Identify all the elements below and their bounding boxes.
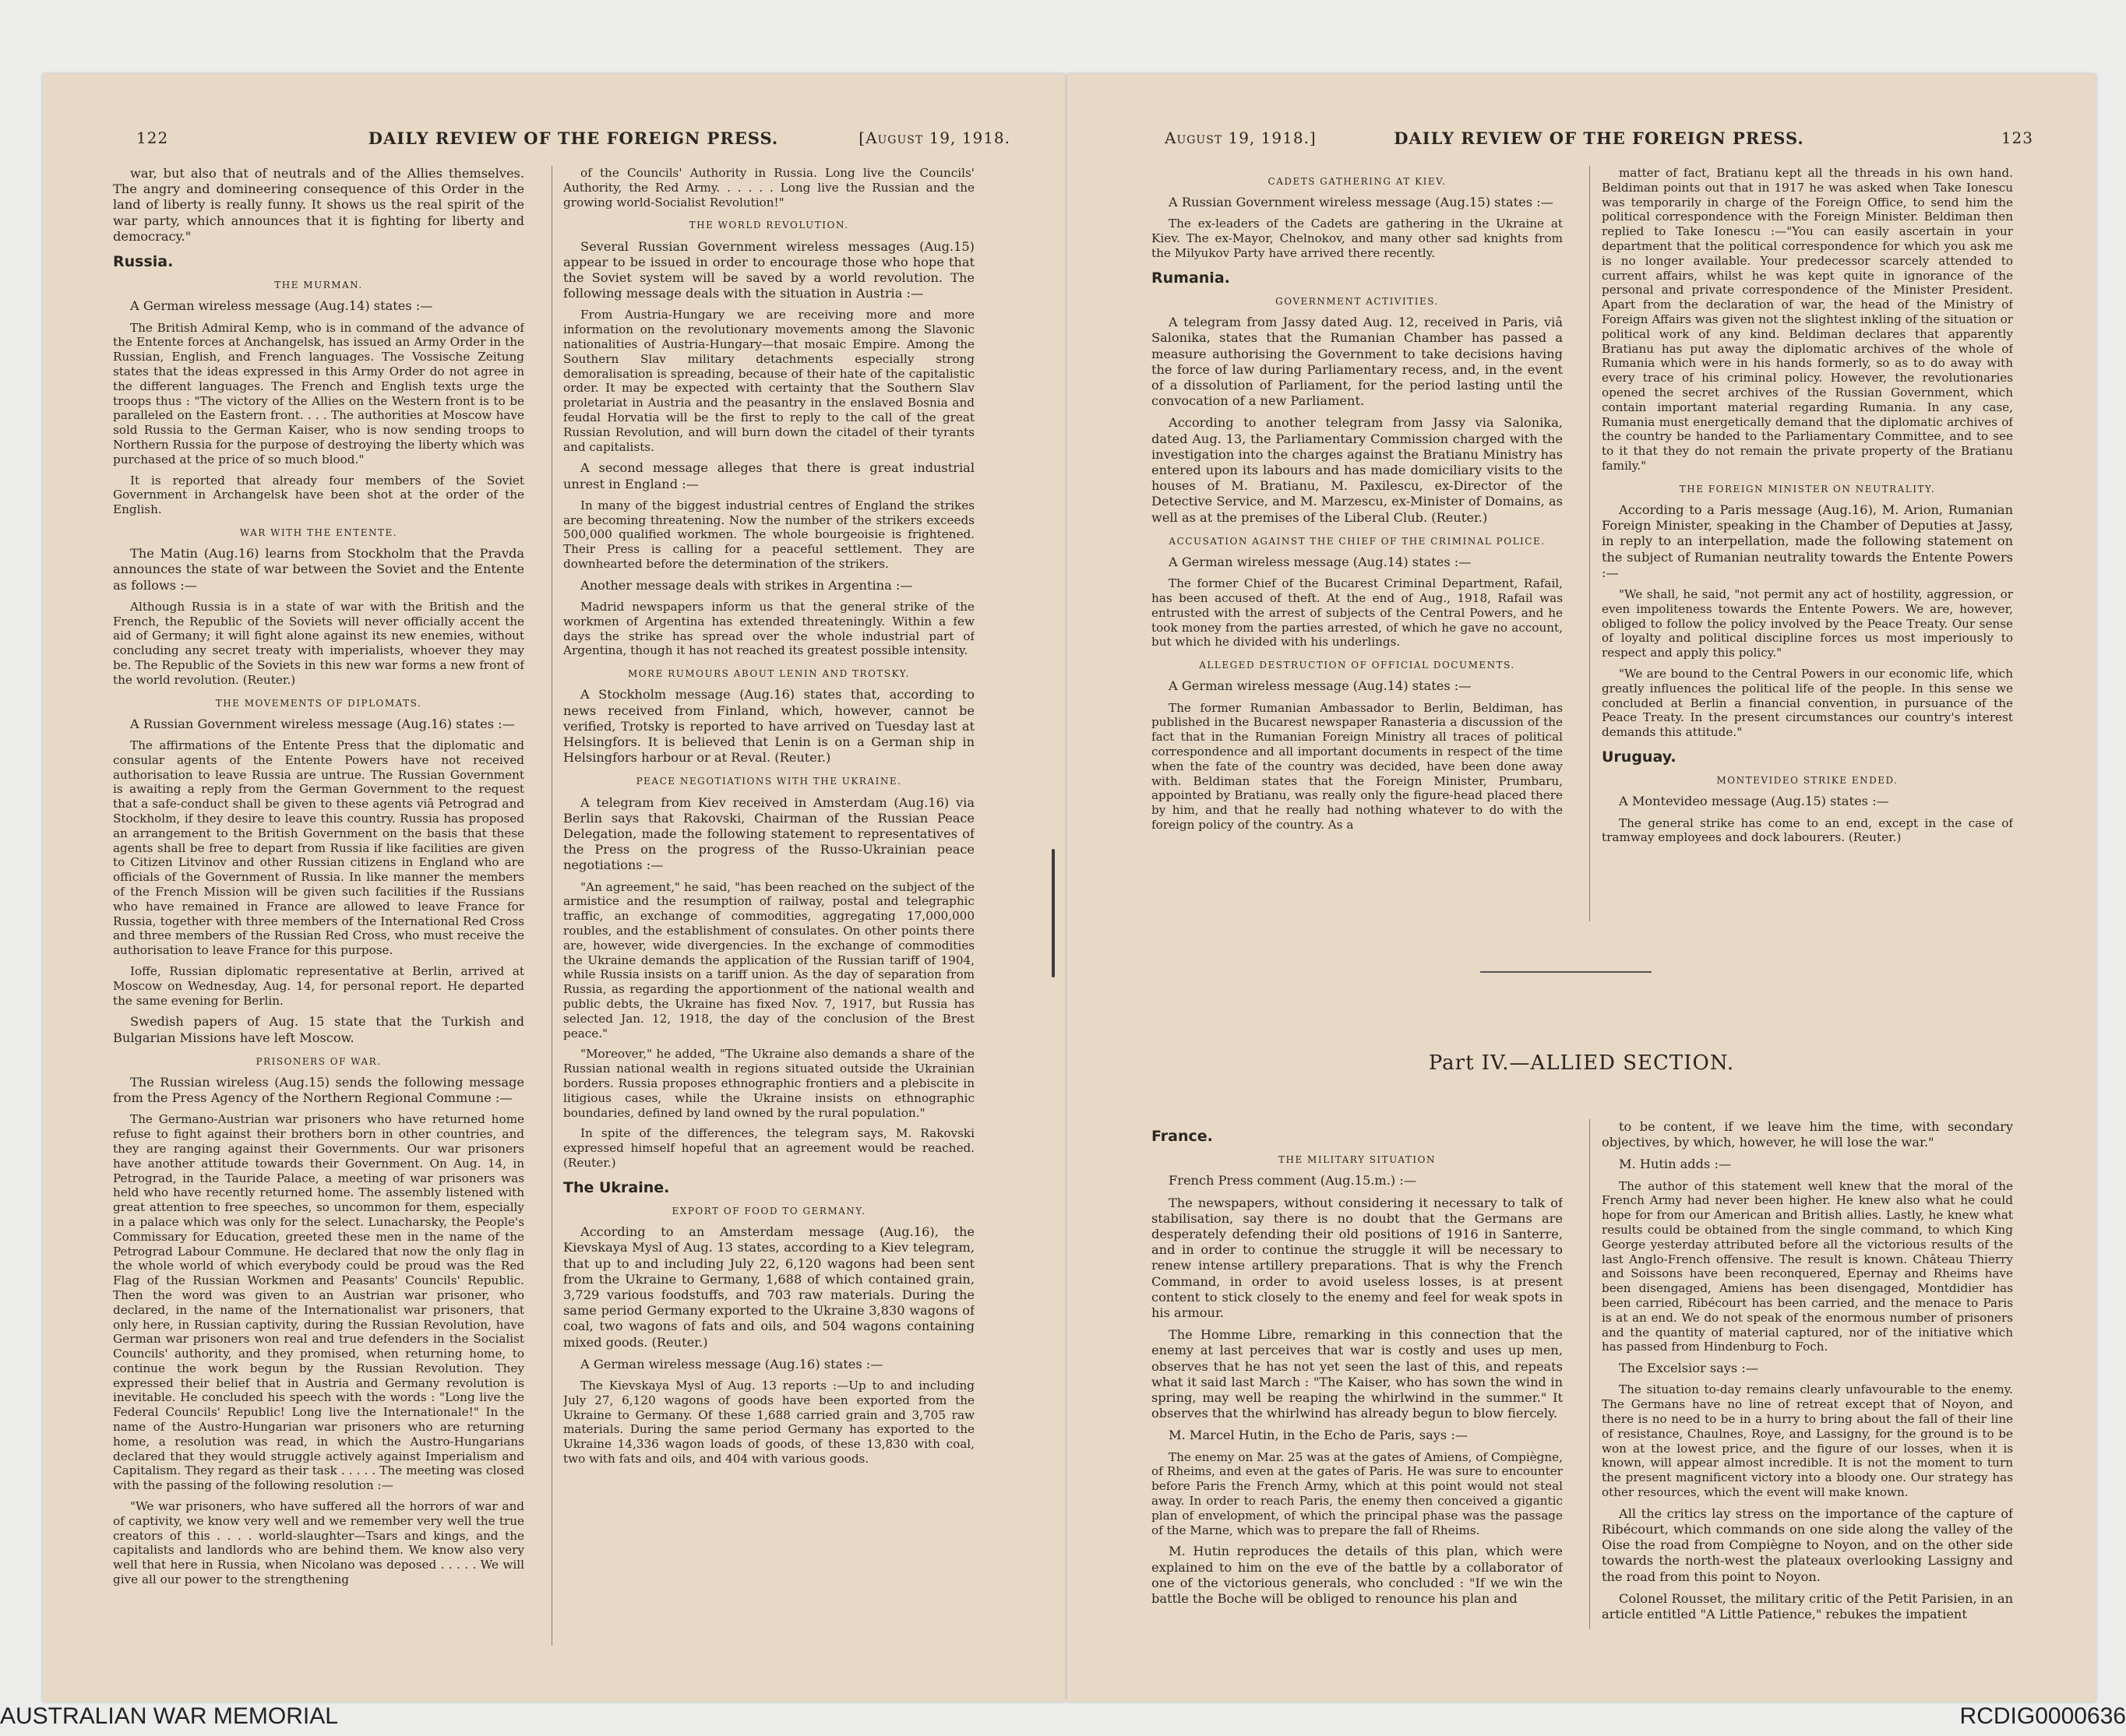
right-page-number: 123 bbox=[2001, 129, 2033, 147]
paragraph: French Press comment (Aug.15.m.) :— bbox=[1169, 1173, 1417, 1188]
article-heading: MONTEVIDEO STRIKE ENDED. bbox=[1716, 775, 1899, 787]
column-rule bbox=[1589, 166, 1590, 921]
paragraph: It is reported that already four members of the Soviet Government in Archangelsk have been shot at the order of the English. bbox=[113, 473, 524, 517]
section-heading: Russia. bbox=[113, 253, 174, 271]
paragraph: of the Councils' Authority in Russia. Long live the Councils' Authority, the Red Army. . . . . . Long live the Russian and the growing world-Socialist Revolution!" bbox=[563, 166, 975, 210]
paragraph: The Matin (Aug.16) learns from Stockholm that the Pravda announces the state of war between the Soviet and the Entente as follows :— bbox=[113, 546, 524, 593]
paragraph: According to a Paris message (Aug.16), M. Arion, Rumanian Foreign Minister, speaking in the Chamber of Deputies at Jassy, in reply to an interpellation, made the following statement on the subject of Rumanian neutrality towards the Entente Powers :— bbox=[1602, 502, 2013, 580]
paragraph: The general strike has come to an end, except in the case of tramway employees and dock labourers. (Reuter.) bbox=[1602, 815, 2013, 845]
paragraph: "We shall, he said, "not permit any act of hostility, aggression, or even impoliteness towards the Entente Powers. We are, however, obliged to follow the policy involved by the Peace Treaty. Our sense of loyalty and political discipline forces us most imperiously to respect and apply this policy." bbox=[1602, 586, 2013, 660]
article-heading: THE MILITARY SITUATION bbox=[1278, 1154, 1436, 1166]
article-heading: THE MOVEMENTS OF DIPLOMATS. bbox=[215, 697, 422, 709]
paragraph: "We are bound to the Central Powers in our economic life, which greatly influences the political life of the people. In this sense we concluded at Berlin a financial convention, in pursuance of the Peace Treaty. In the present circumstances our country's interest demands this attitude." bbox=[1602, 666, 2013, 740]
article-heading: THE WORLD REVOLUTION. bbox=[689, 220, 849, 231]
section-divider bbox=[1480, 971, 1652, 973]
section-heading: Uruguay. bbox=[1602, 748, 1676, 766]
paragraph: A German wireless message (Aug.16) states :— bbox=[580, 1356, 883, 1372]
footer-right: RCDIG0000636 bbox=[1959, 1703, 2126, 1729]
section-title: Part IV.—ALLIED SECTION. bbox=[1428, 1051, 1735, 1075]
paragraph: Ioffe, Russian diplomatic representative at Berlin, arrived at Moscow on Wednesday, Aug. 14, for personal report. He departed the same evening for Berlin. bbox=[113, 963, 524, 1008]
article-heading: THE MURMAN. bbox=[274, 280, 363, 291]
paragraph: A Stockholm message (Aug.16) states that, according to news received from Finland, which, however, cannot be verified, Trotsky is reported to have arrived on Tuesday last at Helsingfors. It is believed that Lenin is on a German ship in Helsingfors harbour or at Reval. (Reuter.) bbox=[563, 687, 975, 766]
article-heading: ALLEGED DESTRUCTION OF OFFICIAL DOCUMENTS. bbox=[1199, 660, 1515, 671]
paragraph: A German wireless message (Aug.14) states :— bbox=[1169, 555, 1472, 570]
section-heading: The Ukraine. bbox=[563, 1178, 670, 1196]
article-heading: WAR WITH THE ENTENTE. bbox=[239, 526, 398, 538]
paragraph: The Russian wireless (Aug.15) sends the following message from the Press Agency of the Northern Regional Commune :— bbox=[113, 1074, 524, 1106]
paragraph: According to another telegram from Jassy via Salonika, dated Aug. 13, the Parliamentary Commission charged with the investigation into the charges against the Bratianu Ministry has entered upon its labours and has made domiciliary visits to the houses of M. Bratianu, M. Paxilescu, ex-Director of the Detective Service, and M. Marzescu, ex-Minister of Domains, as well as at the premises of the Liberal Club. (Reuter.) bbox=[1151, 415, 1563, 525]
paragraph: Another message deals with strikes in Argentina :— bbox=[580, 577, 913, 593]
left-running-date: [August 19, 1918. bbox=[859, 129, 1010, 147]
article-heading: THE FOREIGN MINISTER ON NEUTRALITY. bbox=[1679, 483, 1936, 495]
article-heading: ACCUSATION AGAINST THE CHIEF OF THE CRIMINAL POLICE. bbox=[1169, 535, 1546, 547]
right-running-title: DAILY REVIEW OF THE FOREIGN PRESS. bbox=[1394, 129, 1804, 148]
left-page-number: 122 bbox=[136, 129, 169, 147]
paragraph: A telegram from Jassy dated Aug. 12, received in Paris, viâ Salonika, states that the Rumanian Chamber has passed a measure authorising the Government to take decisions having the force of law during Parliamentary recess, and, in the event of a dissolution of Parliament, for the period lasting until the convocation of a new Parliament. bbox=[1151, 315, 1563, 409]
paragraph: The Excelsior says :— bbox=[1619, 1361, 1759, 1376]
left-column-1 bbox=[113, 166, 524, 1673]
right-running-head bbox=[1165, 129, 2033, 160]
paragraph: The affirmations of the Entente Press that the diplomatic and consular agents of the Entente Powers have not received authorisation to leave Russia are untrue. The Russian Government is awaiting a reply from the German Government to the request that a safe-conduct shall be given to these agents viâ Petrograd and Stockholm, if they desire to leave this country. Russia has proposed an arrangement to the British Government on the basis that these agents shall be free to depart from Russia if like facilities are given to Citizen Litvinov and other Russian citizens in England who are officials of the Government of Russia. In like manner the members of the French Mission will be given such facilities if the Russians who have remained in France are allowed to leave France for Russia, together with three members of the International Red Cross and three members of the Russian Red Cross, who must receive the authorisation to leave France for this purpose. bbox=[113, 738, 524, 958]
left-column-2 bbox=[563, 166, 975, 1673]
article-heading: MORE RUMOURS ABOUT LENIN AND TROTSKY. bbox=[628, 668, 910, 680]
paragraph: The newspapers, without considering it necessary to talk of stabilisation, say there is no doubt that the Germans are desperately defending their old positions of 1916 in Santerre, and in order to continue the struggle it will be necessary to renew intense artillery preparations. That is why the French Command, in order to avoid useless losses, is at present content to stick closely to the enemy and feel for weak spots in his armour. bbox=[1151, 1195, 1563, 1321]
paragraph: M. Hutin reproduces the details of this plan, which were explained to him on the eve of the battle by a collaborator of one of the victorious generals, who concluded : "If we win the battle the Boche will be obliged to renounce his plan and bbox=[1151, 1544, 1563, 1607]
paragraph: Although Russia is in a state of war with the British and the French, the Republic of the Soviets will never officially accent the aid of Germany; it will fight alone against its new enemies, without concluding any secret treaty with imperialists, whoever they may be. The Republic of the Soviets in this new war forms a new front of the world revolution. (Reuter.) bbox=[113, 599, 524, 687]
paragraph: A German wireless message (Aug.14) states :— bbox=[130, 298, 433, 314]
right-column-1 bbox=[1151, 166, 1563, 945]
article-heading: EXPORT OF FOOD TO GERMANY. bbox=[672, 1205, 866, 1217]
left-running-head bbox=[136, 129, 1010, 160]
paragraph: A telegram from Kiev received in Amsterdam (Aug.16) via Berlin says that Rakovski, Chairman of the Russian Peace Delegation, made the following statement to representatives of the Press on the progress of the Russo-Ukrainian peace negotiations :— bbox=[563, 794, 975, 873]
paragraph: A Montevideo message (Aug.15) states :— bbox=[1619, 794, 1889, 809]
right-column-2 bbox=[1602, 166, 2013, 945]
paragraph: Madrid newspapers inform us that the general strike of the workmen of Argentina has extended threateningly. Within a few days the strike has spread over the whole industrial part of Argentina, though it has not reached its greatest possible intensity. bbox=[563, 599, 975, 658]
paragraph: A Russian Government wireless message (Aug.16) states :— bbox=[130, 716, 515, 731]
paragraph: "An agreement," he said, "has been reached on the subject of the armistice and the resumption of railway, postal and telegraphic traffic, an exchange of commodities, aggregating 17,000,000 roubles, and the establishment of consulates. On other points there are, however, wide divergencies. In the exchange of commodities the Ukraine demands the application of the Russian tariff of 1904, while Russia insists on a tariff union. As the day of separation from Russia, as regarding the apportionment of the national wealth and public debts, the Ukraine has fixed Nov. 7, 1917, but Russia has selected Jan. 12, 1918, the day of the conclusion of the Brest peace." bbox=[563, 879, 975, 1041]
right-column-4 bbox=[1602, 1119, 2013, 1633]
paragraph: to be content, if we leave him the time, with secondary objectives, by which, however, he will lose the war." bbox=[1602, 1119, 2013, 1150]
right-column-3 bbox=[1151, 1119, 1563, 1633]
staple bbox=[1052, 849, 1055, 977]
paragraph: The author of this statement well knew that the moral of the French Army had never been higher. He knew also what he could hope for from our American and British allies. Lastly, he knew what results could be obtained from the single command, to which King George yesterday attributed before all the victorious results of the last Anglo-French offensive. The result is known. Château Thierry and Soissons have been reconquered, Epernay and Rheims have been disengaged, Amiens has been disengaged, Montdidier has been carried, Ribécourt has been carried, and the menace to Paris is at an end. We do not speak of the enormous number of prisoners and the quantity of material captured, nor of the initiative which has passed from Hindenburg to Foch. bbox=[1602, 1178, 2013, 1354]
paragraph: The former Rumanian Ambassador to Berlin, Beldiman, has published in the Bucarest newspaper Ranasteria a discussion of the fact that in the Rumanian Foreign Ministry all traces of political correspondence and all important documents in respect of the time when the fate of the country was decided, have been done away with. Beldiman states that the Foreign Minister, Prumbaru, appointed by Bratianu, was really only the figure-head placed there by him, and that he really had nothing whatever to do with the foreign policy of the country. As a bbox=[1151, 700, 1563, 833]
paragraph: war, but also that of neutrals and of the Allies themselves. The angry and domineering consequence of this Order in the land of liberty is really funny. It shows us the real spirit of the war party, which announces that it is fighting for liberty and democracy." bbox=[113, 166, 524, 244]
article-heading: PRISONERS OF WAR. bbox=[256, 1055, 382, 1067]
section-heading: Rumania. bbox=[1151, 269, 1230, 287]
paragraph: The Germano-Austrian war prisoners who have returned home refuse to fight against their brothers born in other countries, and they are ranging against their Governments. Our war prisoners have another attitude towards their Government. On Aug. 14, in Petrograd, in the Tauride Palace, a meeting of war prisoners was held who have recently returned home. The assembly listened with great attention to free speeches, so uncommon for them, especially in a palace which was only for the select. Lunacharsky, the People's Commissary for Education, greeted these men in the name of the Petrograd Labour Commune. He declared that now the only flag in the whole world of which everybody could be proud was the Red Flag of the Russian Workmen and Peasants' Councils' Republic. Then the word was given to an Austrian war prisoner, who declared, in the name of the Internationalist war prisoners, that only here, in Russian captivity, during the Russian Revolution, have German war prisoners won real and true defenders in the Socialist Councils' authority, and they promised, when returning home, to continue the work begun by the Russian Revolution. They expressed their belief that in Austria and Germany revolution is inevitable. He concluded his speech with the words : "Long live the Federal Councils' Republic! Long live the Internationale!" In the name of the Austro-Hungarian war prisoners who are returning home, a resolution was read, in which the Austro-Hungarians declared that they would struggle actively against Imperialism and Capitalism. They regard as their task . . . . . The meeting was closed with the passing of the following resolution :— bbox=[113, 1112, 524, 1493]
paragraph: In many of the biggest industrial centres of England the strikes are becoming threatening. Now the number of the strikers exceeds 500,000 qualified workmen. The whole bourgeoisie is frightened. Their Press is calling for a peaceful settlement. They are downhearted before the determination of the strikers. bbox=[563, 498, 975, 571]
paragraph: The Homme Libre, remarking in this connection that the enemy at last perceives that war is costly and uses up men, observes that he has not yet seen the last of this, and repeats what it said last March : "The Kaiser, who has sown the wind in spring, may well be reaping the whirlwind in the summer." It observes that the whirlwind has already begun to blow fiercely. bbox=[1151, 1327, 1563, 1421]
article-heading: GOVERNMENT ACTIVITIES. bbox=[1275, 296, 1439, 307]
paragraph: According to an Amsterdam message (Aug.16), the Kievskaya Mysl of Aug. 13 states, according to a Kiev telegram, that up to and including July 22, 6,120 wagons had been sent from the Ukraine to Germany, 1,688 of which contained grain, 3,729 various foodstuffs, and 703 raw materials. During the same period Germany exported to the Ukraine 3,830 wagons of coal, two wagons of fats and oils, and 504 wagons containing mixed goods. (Reuter.) bbox=[563, 1224, 975, 1350]
paragraph: M. Hutin adds :— bbox=[1619, 1157, 1732, 1172]
paragraph: All the critics lay stress on the importance of the capture of Ribécourt, which commands on one side along the valley of the Oise the road from Compiègne to Noyon, and on the other side towards the north-west the plateaux overlooking Lassigny and the road from this point to Noyon. bbox=[1602, 1505, 2013, 1584]
paragraph: Swedish papers of Aug. 15 state that the Turkish and Bulgarian Missions have left Moscow. bbox=[113, 1014, 524, 1045]
right-page bbox=[1067, 74, 2096, 1702]
paragraph: In spite of the differences, the telegram says, M. Rakovski expressed himself hopeful that an agreement would be reached. (Reuter.) bbox=[563, 1126, 975, 1170]
left-running-title: DAILY REVIEW OF THE FOREIGN PRESS. bbox=[368, 129, 779, 148]
paragraph: A Russian Government wireless message (Aug.15) states :— bbox=[1169, 195, 1553, 210]
paragraph: The British Admiral Kemp, who is in command of the advance of the Entente forces at Anchangelsk, has issued an Army Order in the Russian, English, and French languages. The Vossische Zeitung states that the ideas expressed in this Army Order do not agree in the different languages. The French and English texts urge the troops thus : "The victory of the Allies on the Western front is to be paralleled on the Eastern front. . . . The authorities at Moscow have sold Russia to the German Kaiser, who is now sending troops to Northern Russia for the purpose of destroying the liberty which was purchased at the price of so much blood." bbox=[113, 320, 524, 467]
article-heading: CADETS GATHERING AT KIEV. bbox=[1267, 176, 1447, 187]
right-running-date: August 19, 1918.] bbox=[1165, 129, 1317, 147]
article-heading: PEACE NEGOTIATIONS WITH THE UKRAINE. bbox=[636, 776, 902, 787]
paragraph: Several Russian Government wireless messages (Aug.15) appear to be issued in order to encourage those who hope that the Soviet system will be saved by a world revolution. The following message deals with the situation in Austria :— bbox=[563, 238, 975, 301]
paragraph: "We war prisoners, who have suffered all the horrors of war and of captivity, we know very well and we remember very well the true creators of this . . . . world-slaughter—Tsars and kings, and the capitalists and landlords who are behind them. We know also very well that here in Russia, when Nicolano was deposed . . . . . We will give all our power to the strengthening bbox=[113, 1499, 524, 1587]
paragraph: The enemy on Mar. 25 was at the gates of Amiens, of Compiègne, of Rheims, and even at the gates of Paris. He was sure to encounter before Paris the French Army, which at this point would not steal away. In order to reach Paris, the enemy then conceived a gigantic plan of envelopment, of which the principal phase was the passage of the Marne, which was to prepare the fall of Rheims. bbox=[1151, 1449, 1563, 1537]
paragraph: The former Chief of the Bucarest Criminal Department, Rafail, has been accused of theft. At the end of Aug., 1918, Rafail was entrusted with the arrest of subjects of the Central Powers, and he took money from the parties arrested, of which he gave no account, but which he divided with his underlings. bbox=[1151, 576, 1563, 650]
column-rule bbox=[1589, 1119, 1590, 1629]
paragraph: matter of fact, Bratianu kept all the threads in his own hand. Beldiman points out that in 1917 he was asked when Take Ionescu was temporarily in charge of the Foreign Office, to send him the political correspondence with the Foreign Minister. Beldiman then replied to Take Ionescu :—"You can easily ascertain in your department that the political correspondence for which you ask me is no longer available. Your predecessor scarcely attended to current affairs, whilst he was kept quite in ignorance of the personal and private correspondence of the Minister President. Apart from the declaration of war, the head of the Ministry of Foreign Affairs was given not the slightest inkling of the situation or political work of any kind. Beldiman declares that apparently Bratianu has put away the diplomatic archives of the whole of Rumania which were in his hands formerly, so as to do away with every trace of his criminal policy. However, the revolutionaries opened the secret archives of the Russian Government, which contain important material regarding Rumania. In any case, Rumania must energetically demand that the diplomatic archives of the country be handed to the Parliamentary Committee, and to see to it that they do not remain the private property of the Bratianu family." bbox=[1602, 166, 2013, 473]
paragraph: From Austria-Hungary we are receiving more and more information on the revolutionary movements among the Slavonic nationalities of Austria-Hungary—that mosaic Empire. Among the Southern Slav military detachments especially strong demoralisation is spreading, because of their hate of the capitalistic order. It may be expected with certainty that the Southern Slav proletariat in Austria and the peasantry in the enslaved Bosnia and feudal Horvatia will be the first to reply to the call of the great Russian Revolution, and will burn down the citadel of their tyrants and capitalists. bbox=[563, 308, 975, 454]
paragraph: The situation to-day remains clearly unfavourable to the enemy. The Germans have no line of retreat except that of Noyon, and there is no need to be in a hurry to bring about the fall of their line of resistance, Chaulnes, Roye, and Lassigny, for the ground is to be won at the lowest price, and the figure of our losses, when it is known, will appear almost incredible. It is not the moment to turn the present magnificent victory into a bloody one. Our strategy has other resources, which the event will make known. bbox=[1602, 1382, 2013, 1499]
paragraph: M. Marcel Hutin, in the Echo de Paris, says :— bbox=[1169, 1428, 1468, 1443]
section-heading: France. bbox=[1151, 1128, 1213, 1145]
paragraph: "Moreover," he added, "The Ukraine also demands a share of the Russian national wealth in regions situated outside the Ukrainian borders. Russia proposes ethnographic frontiers and a plebiscite in litigious cases, while the Ukraine insists on ethnographic boundaries, defined by land owned by the rural population." bbox=[563, 1047, 975, 1120]
paragraph: Colonel Rousset, the military critic of the Petit Parisien, in an article entitled "A Little Patience," rebukes the impatient bbox=[1602, 1590, 2013, 1622]
paragraph: A second message alleges that there is great industrial unrest in England :— bbox=[563, 460, 975, 491]
paragraph: A German wireless message (Aug.14) states :— bbox=[1169, 678, 1472, 694]
left-page bbox=[43, 74, 1065, 1702]
paragraph: The ex-leaders of the Cadets are gathering in the Ukraine at Kiev. The ex-Mayor, Chelnokov, and many other sad knights from the Milyukov Party have arrived there recently. bbox=[1151, 217, 1563, 260]
paragraph: The Kievskaya Mysl of Aug. 13 reports :—Up to and including July 27, 6,120 wagons of goods have been exported from the Ukraine to Germany. Of these 1,688 carried grain and 3,705 raw materials. During the same period Germany has exported to the Ukraine 14,336 wagon loads of goods, of these 13,830 with coal, two with fats and oils, and 404 with various goods. bbox=[563, 1378, 975, 1466]
footer-left: AUSTRALIAN WAR MEMORIAL bbox=[0, 1703, 338, 1729]
